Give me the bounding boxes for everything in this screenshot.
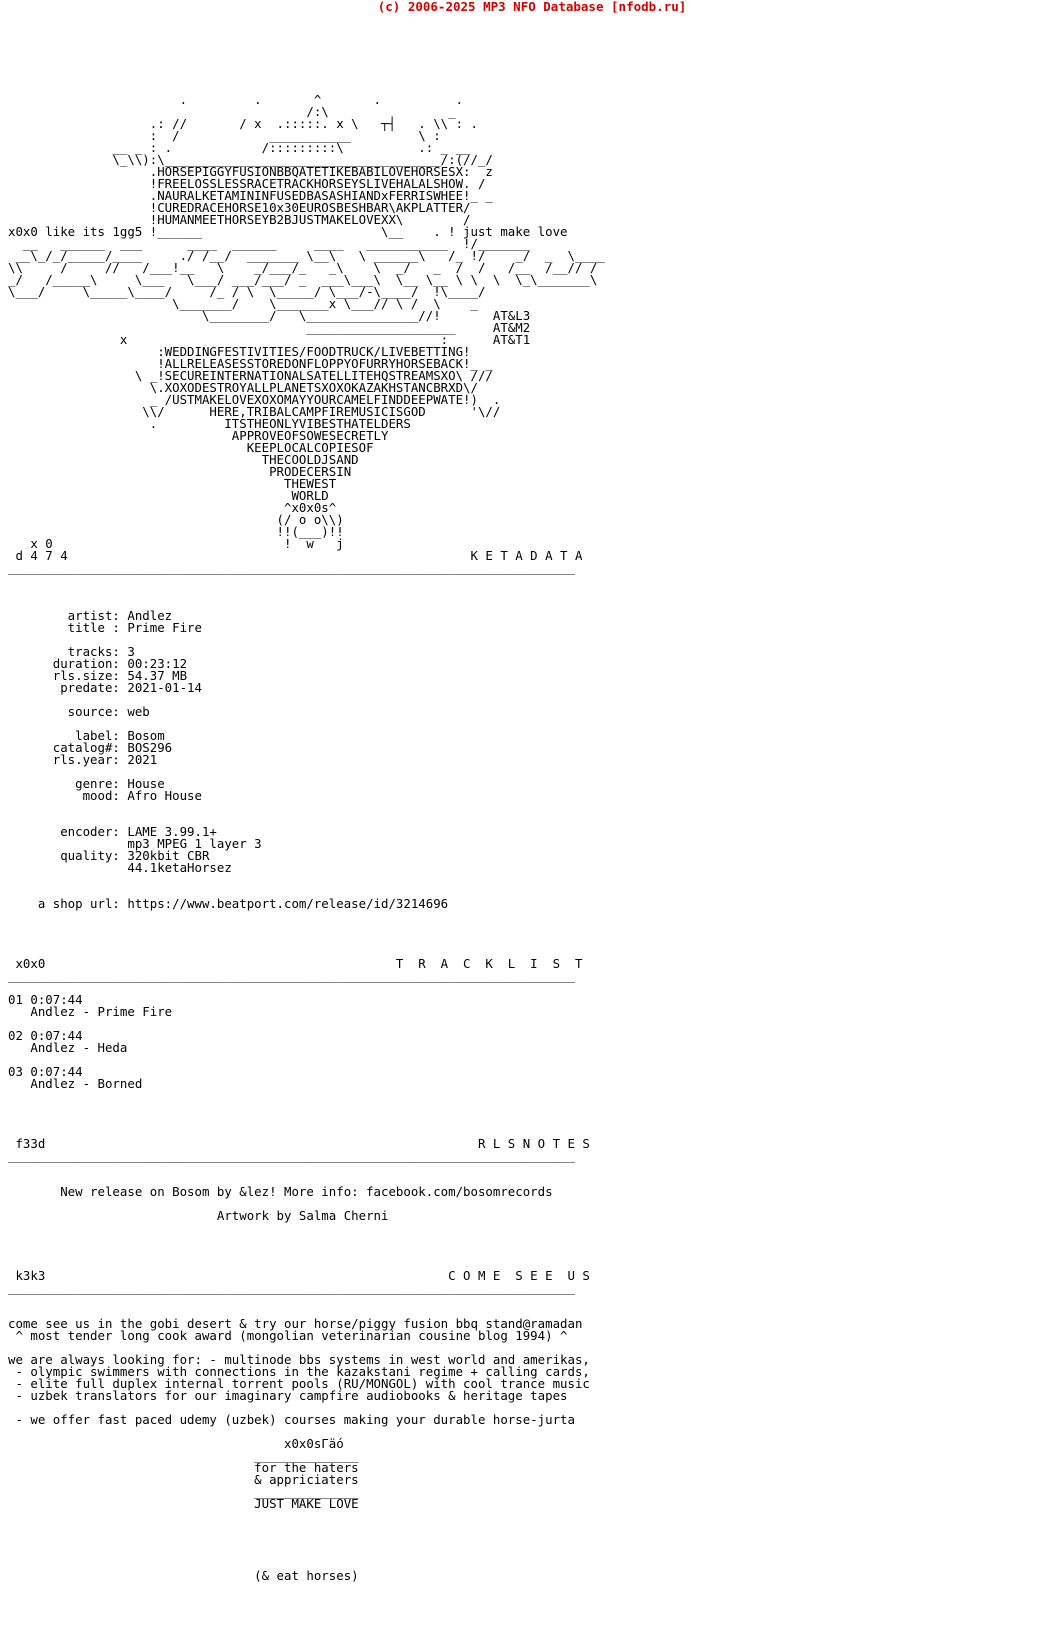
nfo-line: Andlez - Heda	[8, 1040, 128, 1055]
nfo-line: . . ^ . .	[8, 92, 464, 107]
nfo-line: we are always looking for: - multinode bbs systems in west world and amerikas,	[8, 1352, 590, 1367]
nfo-line: - olympic swimmers with connections in the kazakstani regime + calling cards,	[8, 1364, 590, 1379]
nfo-line: tracks: 3	[8, 644, 135, 659]
nfo-line: come see us in the gobi desert & try our horse/piggy fusion bbq stand@ramadan	[8, 1316, 583, 1331]
nfo-line: ______________	[8, 1484, 359, 1499]
nfo-line: Andlez - Prime Fire	[8, 1004, 173, 1019]
nfo-line: \\ / // /___!__ \ _/___/_ _\ \ _/ _ / / /__ /__// /	[8, 260, 598, 275]
nfo-line: rls.year: 2021	[8, 752, 158, 767]
nfo-line: (/ o o\\)	[8, 512, 344, 527]
nfo-line: !ALLRELEASESSTOREDONFLOPPYOFURRYHORSEBACK!_ _	[8, 356, 493, 371]
nfo-line: (& eat horses)	[8, 1568, 359, 1583]
nfo-line: 44.1ketaHorsez	[8, 860, 232, 875]
nfo-line: for the haters	[8, 1460, 359, 1475]
nfo-line: ____________________________________________________________________________	[8, 1148, 575, 1163]
nfo-line: quality: 320kbit CBR	[8, 848, 210, 863]
nfo-ascii-text	[8, 46, 605, 1582]
nfo-line: THEWEST	[8, 476, 337, 491]
nfo-line: x0x0 T R A C K L I S T	[8, 956, 583, 971]
nfo-line: New release on Bosom by &lez! More info: facebook.com/bosomrecords	[8, 1184, 553, 1199]
nfo-line: source: web	[8, 704, 150, 719]
nfo-line: ____________________________________________________________________________	[8, 560, 575, 575]
nfo-line: - we offer fast paced udemy (uzbek) courses making your durable horse-jurta	[8, 1412, 575, 1427]
nfo-line: ^x0x0s^	[8, 500, 337, 515]
nfo-line: \.XOXODESTROYALLPLANETSXOXOKAZAKHSTANCBRXD\/	[8, 380, 478, 395]
nfo-line: artist: Andlez	[8, 608, 173, 623]
nfo-line: .NAURALKETAMININFUSEDBASASHIANDxFERRISWHEE!_ _	[8, 188, 493, 203]
nfo-line: ______________	[8, 1448, 359, 1463]
nfo-line: x : AT&T1	[8, 332, 531, 347]
nfo-line: - elite full duplex internal torrent pools (RU/MONGOL) with cool trance music	[8, 1376, 590, 1391]
nfo-line: APPROVEOFSOWESECRETLY	[8, 428, 389, 443]
nfo-line: ____________________ AT&M2	[8, 320, 531, 335]
nfo-line: rls.size: 54.37 MB	[8, 668, 188, 683]
nfo-line: mood: Afro House	[8, 788, 202, 803]
nfo-line: label: Bosom	[8, 728, 165, 743]
nfo-line: mp3 MPEG 1 layer 3	[8, 836, 262, 851]
nfo-line: Artwork by Salma Cherni	[8, 1208, 389, 1223]
nfo-line: JUST MAKE LOVE	[8, 1496, 359, 1511]
nfo-line: \___/ \_____\____/ /_ / \ \_____/ \___/-\____/ !\____/	[8, 284, 486, 299]
nfo-line: genre: House	[8, 776, 165, 791]
nfo-line: : / ___________ \ :	[8, 128, 441, 143]
nfo-line: . ITSTHEONLYVIBESTHATELDERS	[8, 416, 411, 431]
nfo-line: catalog#: BOS296	[8, 740, 173, 755]
site-copyright-header: (c) 2006-2025 MP3 NFO Database [nfodb.ru]	[377, 0, 687, 14]
nfo-line: d 4 7 4 K E T A D A T A	[8, 548, 583, 563]
nfo-line: _ /USTMAKELOVEXOXOMAYYOURCAMELFINDDEEPWATE!) .	[8, 392, 501, 407]
nfo-line: 02 0:07:44	[8, 1028, 83, 1043]
nfo-line: !FREELOSSLESSRACETRACKHORSEYSLIVEHALALSHOW. /	[8, 176, 486, 191]
nfo-line: \ _!SECUREINTERNATIONALSATELLITEHQSTREAMSXO\ ///	[8, 368, 493, 383]
nfo-line: x0x0 like its 1gg5 !______ \__ . ! just make love	[8, 224, 568, 239]
nfo-line: ____________________________________________________________________________	[8, 968, 575, 983]
nfo-line: PRODECERSIN	[8, 464, 352, 479]
nfo-line: _/ /_____\ \___ \___/ ___/___/ _ ___\___\ \__ \__ \ \ \ \_\_______\	[8, 272, 598, 287]
nfo-line: !!(___)!!	[8, 524, 344, 539]
nfo-line: !CUREDRACEHORSE10x30EUROSBESHBAR\AKPLATTER/	[8, 200, 471, 215]
nfo-line: .HORSEPIGGYFUSIONBBQATETIKEBABILOVEHORSESX: z	[8, 164, 493, 179]
nfo-line: a shop url: https://www.beatport.com/release/id/3214696	[8, 896, 449, 911]
nfo-line: \_\\):\_____________________________________/:(//_/	[8, 152, 493, 167]
nfo-line: KEEPLOCALCOPIESOF	[8, 440, 374, 455]
nfo-line: title : Prime Fire	[8, 620, 202, 635]
nfo-line: predate: 2021-01-14	[8, 680, 202, 695]
nfo-line: \_______/ \_______x \___// \ / \ _	[8, 296, 478, 311]
nfo-line: \________/ \_______________//! AT&L3	[8, 308, 531, 323]
nfo-line: :WEDDINGFESTIVITIES/FOODTRUCK/LIVEBETTING!	[8, 344, 471, 359]
nfo-line: & appriciaters	[8, 1472, 359, 1487]
nfo-line: Andlez - Borned	[8, 1076, 143, 1091]
nfo-line: k3k3 C O M E S E E U S	[8, 1268, 590, 1283]
nfo-line: 01 0:07:44	[8, 992, 83, 1007]
nfo-line: __\_/_/_____/____ ./ /__/ _______ \__\ \ ______\ /_ !/ _/ _ \____	[8, 248, 605, 263]
nfo-line: !HUMANMEETHORSEYB2BJUSTMAKELOVEXX\ /	[8, 212, 471, 227]
nfo-line: x0x0sГäó	[8, 1436, 344, 1451]
nfo-line: encoder: LAME 3.99.1+	[8, 824, 217, 839]
nfo-line: duration: 00:23:12	[8, 656, 188, 671]
nfo-line: ^ most tender long cook award (mongolian veterinarian cousine blog 1994) ^	[8, 1328, 568, 1343]
nfo-line: x 0 ! w j	[8, 536, 344, 551]
nfo-line: f33d R L S N O T E S	[8, 1136, 590, 1151]
nfo-line: ____________________________________________________________________________	[8, 1280, 575, 1295]
nfo-line: THECOOLDJSAND	[8, 452, 359, 467]
nfo-line: \\/ HERE,TRIBALCAMPFIREMUSICISGOD '\//	[8, 404, 501, 419]
nfo-line: WORLD	[8, 488, 329, 503]
nfo-line: .: // / x .:::::. x \ ┬┤ . \\ : .	[8, 116, 478, 131]
nfo-line: /:\ _	[8, 104, 456, 119]
nfo-line: 03 0:07:44	[8, 1064, 83, 1079]
nfo-line: - uzbek translators for our imaginary campfire audiobooks & heritage tapes	[8, 1388, 568, 1403]
nfo-line: __ _ : . /:::::::::\ .: _ __	[8, 140, 471, 155]
nfo-line: __ ______ ___ ____ ______ ____ ___________ !/_______	[8, 236, 531, 251]
